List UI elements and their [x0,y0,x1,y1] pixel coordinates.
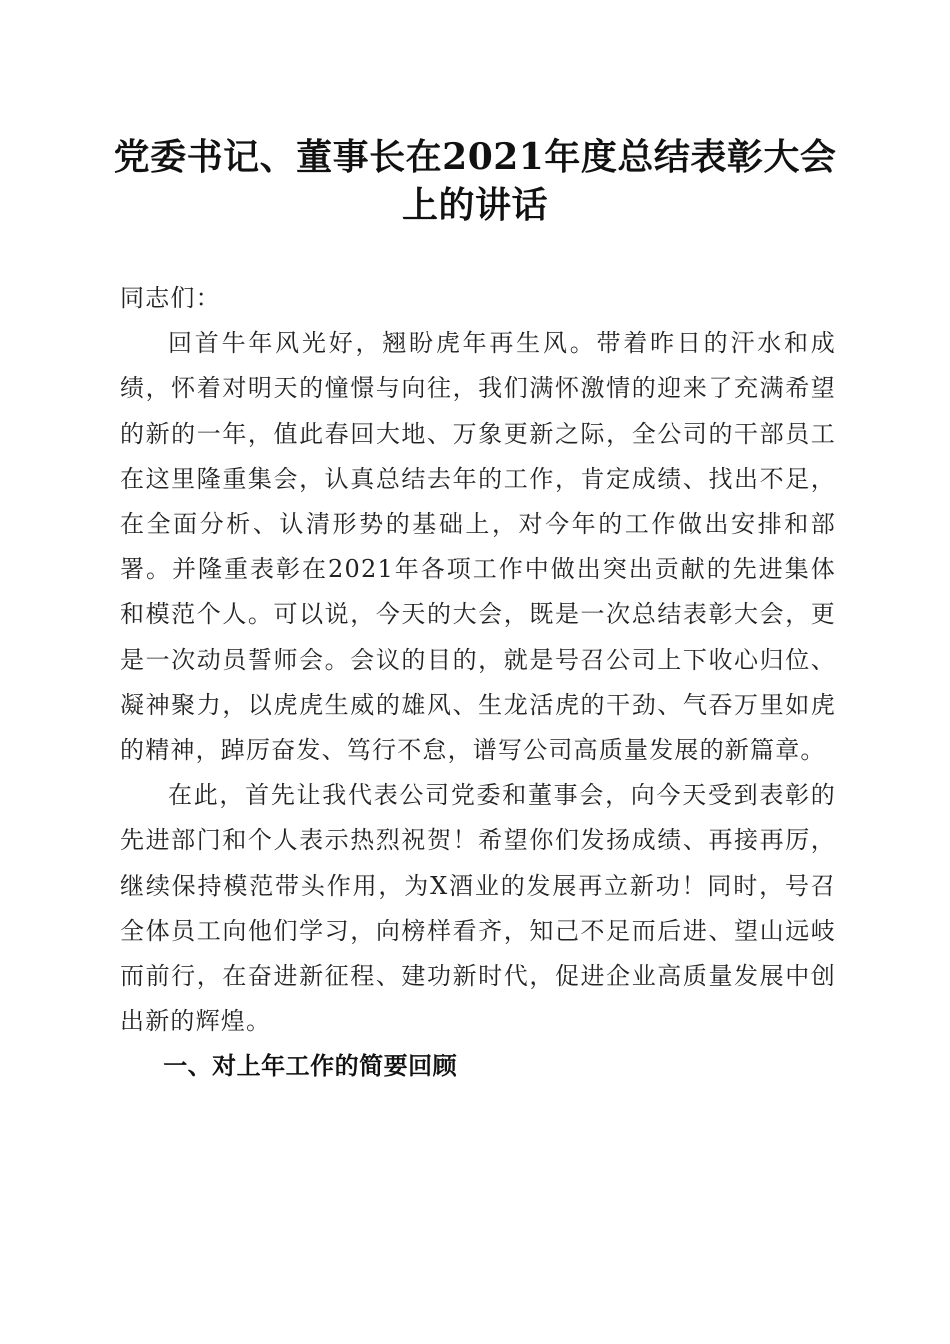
title-line-2: 上的讲话 [401,184,548,226]
title-line-1: 党委书记、董事长在2021年度总结表彰大会 [113,136,837,178]
section-heading: 一、对上年工作的简要回顾 [163,1052,458,1081]
greeting: 同志们： [120,284,221,312]
paragraph: 在此，首先让我代表公司党委和董事会，向今天受到表彰的先进部门和个人表示热烈祝贺！希望你们发扬成绩、再接再厉，继续保持模范带头作用，为X酒业的发展再立新功！同时，号召全体员工向他们学习，向榜样看齐，知己不足而后进、望山远岐而前行，在奋进新征程、建功新时代，促进企业高质量发展中创出新的辉煌。 [120,781,836,1036]
paragraph: 回首牛年风光好，翘盼虎年再生风。带着昨日的汗水和成绩，怀着对明天的憧憬与向往，我们满怀激情的迎来了充满希望的新的一年，值此春回大地、万象更新之际，全公司的干部员工在这里隆重集会，认真总结去年的工作，肯定成绩、找出不足，在全面分析、认清形势的基础上，对今年的工作做出安排和部署。并隆重表彰在2021年各项工作中做出突出贡献的先进集体和模范个人。可以说，今天的大会，既是一次总结表彰大会，更是一次动员誓师会。会议的目的，就是号召公司上下收心归位、凝神聚力，以虎虎生威的雄风、生龙活虎的干劲、气吞万里如虎的精神，踔厉奋发、笃行不怠，谱写公司高质量发展的新篇章。 [120,329,836,765]
page-title [110,133,840,229]
document-body [120,276,836,1090]
